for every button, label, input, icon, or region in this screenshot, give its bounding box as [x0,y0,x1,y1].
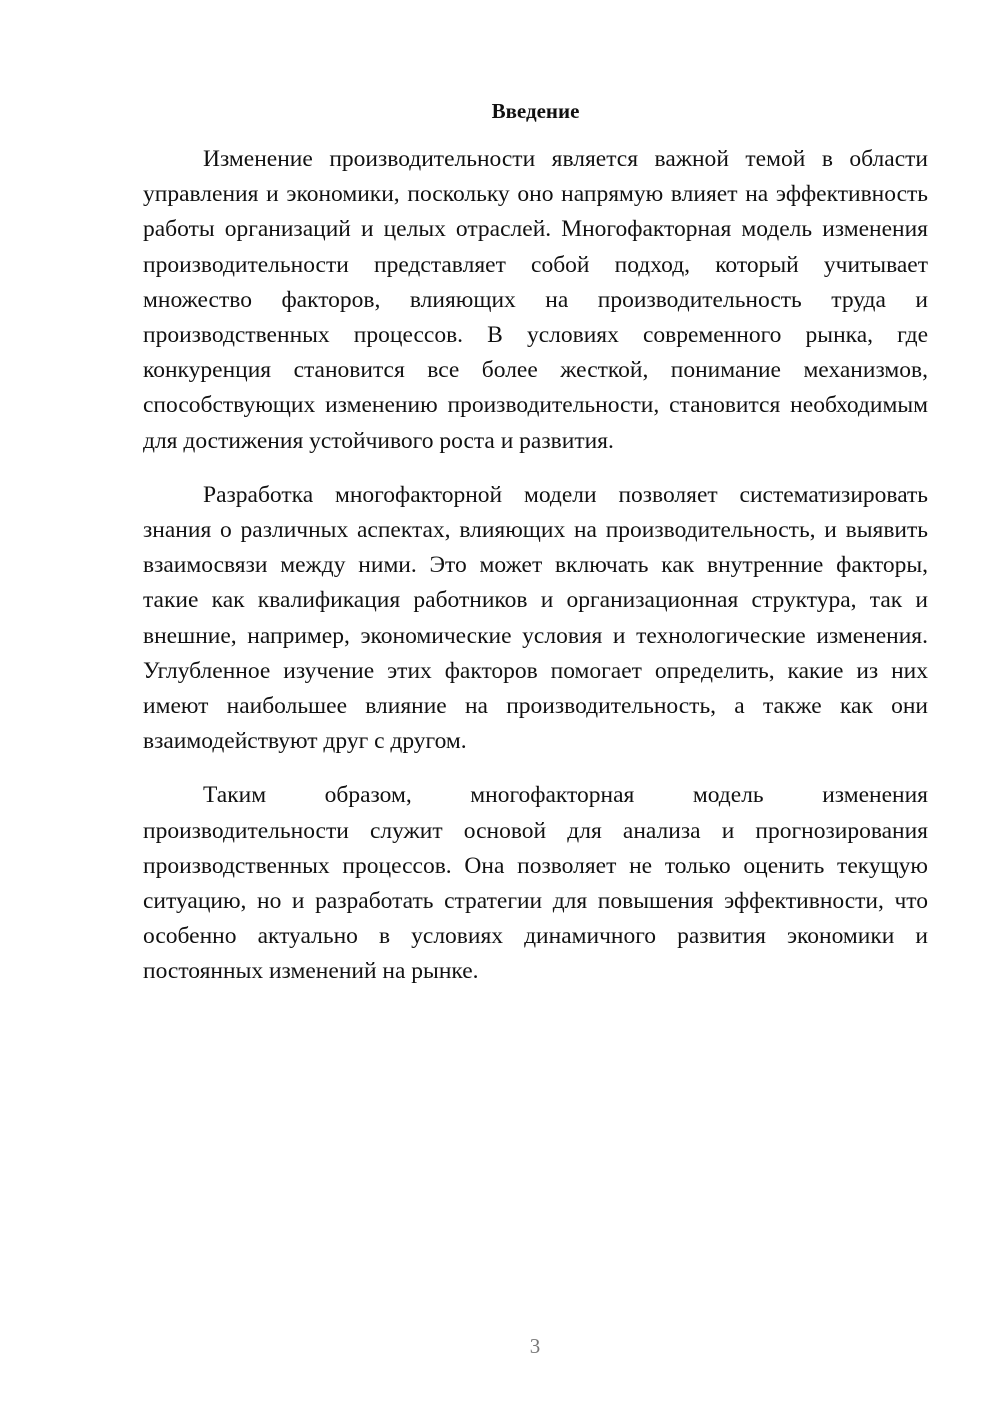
paragraph-2: Разработка многофакторной модели позволяет систематизировать знания о различных аспектах, влияющих на производительность, и выявить взаимосвязи между ними. Это может включать как внутренние факторы, такие как квалификация работников и организационная структура, так и внешние, например, экономические условия и технологические изменения. Углубленное изучение этих факторов помогает определить, какие из них имеют наибольшее влияние на производительность, а также как они взаимодействуют друг с другом. [143,481,928,755]
paragraph-3: Таким образом, многофакторная модель изменения производительности служит основой для анализа и прогнозирования производственных процессов. Она позволяет не только оценить текущую ситуацию, но и разработать стратегии для повышения эффективности, что особенно актуально в условиях динамичного развития экономики и постоянных изменений на рынке. [143,782,928,985]
page-number: 3 [529,1334,541,1358]
paragraph-1: Изменение производительности является важной темой в области управления и экономики, поскольку оно напрямую влияет на эффективность работы организаций и целых отраслей. Многофакторная модель изменения производительности представляет собой подход, который учитывает множество факторов, влияющих на производительность труда и производственных процессов. В условиях современного рынка, где конкуренция становится все более жесткой, понимание механизмов, способствующих изменению производительности, становится необходимым для достижения устойчивого роста и развития. [143,146,928,454]
section-title: Введение [491,99,580,123]
body-text [143,142,928,990]
